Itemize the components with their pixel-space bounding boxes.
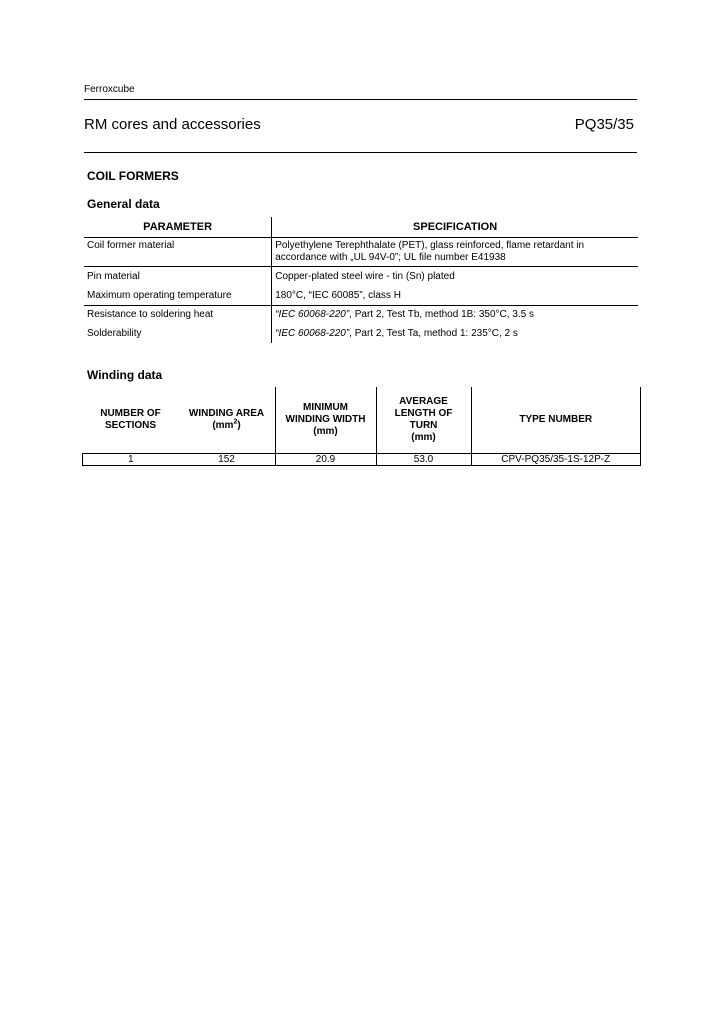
spec-cell bbox=[272, 238, 638, 267]
cell-avg-length-turn: 53.0 bbox=[376, 454, 471, 466]
spec-cell bbox=[272, 323, 638, 343]
header-line: MINIMUM bbox=[303, 402, 348, 413]
standard-ref: “IEC 60068-220” bbox=[275, 328, 350, 339]
document-code: PQ35/35 bbox=[574, 116, 634, 133]
col-min-winding-width bbox=[275, 387, 376, 454]
superscript: 2 bbox=[233, 418, 238, 426]
header-line: NUMBER OF bbox=[100, 408, 161, 419]
general-data-heading: General data bbox=[87, 197, 160, 211]
col-specification: SPECIFICATION bbox=[413, 221, 498, 233]
general-data-table bbox=[84, 217, 638, 343]
param-cell: Coil former material bbox=[84, 238, 272, 267]
spec-line: Polyethylene Terephthalate (PET), glass reinforced, flame retardant in bbox=[275, 240, 585, 251]
header-line: ) bbox=[237, 420, 241, 431]
spec-line: accordance with „UL 94V-0”; UL file number E41938 bbox=[275, 252, 506, 263]
col-parameter: PARAMETER bbox=[84, 217, 272, 238]
header-rule-bottom bbox=[84, 152, 637, 153]
standard-ref: “IEC 60068-220” bbox=[275, 309, 350, 320]
header-line: WINDING AREA bbox=[188, 408, 265, 419]
winding-data-heading: Winding data bbox=[87, 368, 163, 382]
col-avg-length-turn bbox=[376, 387, 471, 454]
spec-text: , Part 2, Test Tb, method 1B: 350°C, 3.5 s bbox=[349, 309, 534, 320]
cell-type-number: CPV-PQ35/35-1S-12P-Z bbox=[471, 454, 641, 466]
param-cell: Solderability bbox=[84, 323, 272, 343]
spec-cell: 180°C, “IEC 60085”, class H bbox=[275, 290, 401, 301]
company-name: Ferroxcube bbox=[84, 84, 135, 95]
header-line: (mm bbox=[212, 420, 234, 431]
winding-data-table bbox=[82, 387, 641, 466]
header-line: WINDING WIDTH bbox=[285, 414, 366, 425]
header-rule-top bbox=[84, 99, 637, 100]
table-row bbox=[83, 454, 641, 466]
table-row bbox=[84, 285, 638, 306]
header-line: SECTIONS bbox=[104, 420, 157, 431]
param-cell: Pin material bbox=[84, 267, 272, 286]
col-sections bbox=[83, 387, 179, 454]
table-row bbox=[84, 238, 638, 267]
param-cell: Resistance to soldering heat bbox=[84, 306, 272, 324]
param-cell: Maximum operating temperature bbox=[84, 285, 272, 306]
cell-min-winding-width: 20.9 bbox=[275, 454, 376, 466]
winding-header-row bbox=[83, 387, 641, 454]
table-row bbox=[84, 306, 638, 324]
header-line: AVERAGE bbox=[399, 396, 448, 407]
table-row bbox=[84, 267, 638, 286]
col-type-number: TYPE NUMBER bbox=[471, 387, 641, 454]
spec-text: , Part 2, Test Ta, method 1: 235°C, 2 s bbox=[349, 328, 518, 339]
document-title: RM cores and accessories bbox=[84, 116, 261, 133]
header-line: LENGTH OF bbox=[394, 408, 453, 419]
cell-sections: 1 bbox=[83, 454, 179, 466]
header-line: (mm) bbox=[313, 426, 338, 437]
header-line: (mm) bbox=[411, 432, 436, 443]
general-header-row bbox=[84, 217, 638, 238]
spec-cell: Copper-plated steel wire - tin (Sn) plated bbox=[272, 267, 638, 286]
col-winding-area bbox=[179, 387, 276, 454]
section-title: COIL FORMERS bbox=[87, 169, 179, 183]
header-line: TURN bbox=[409, 420, 438, 431]
table-row bbox=[84, 323, 638, 343]
spec-cell bbox=[272, 306, 638, 324]
cell-winding-area: 152 bbox=[179, 454, 276, 466]
